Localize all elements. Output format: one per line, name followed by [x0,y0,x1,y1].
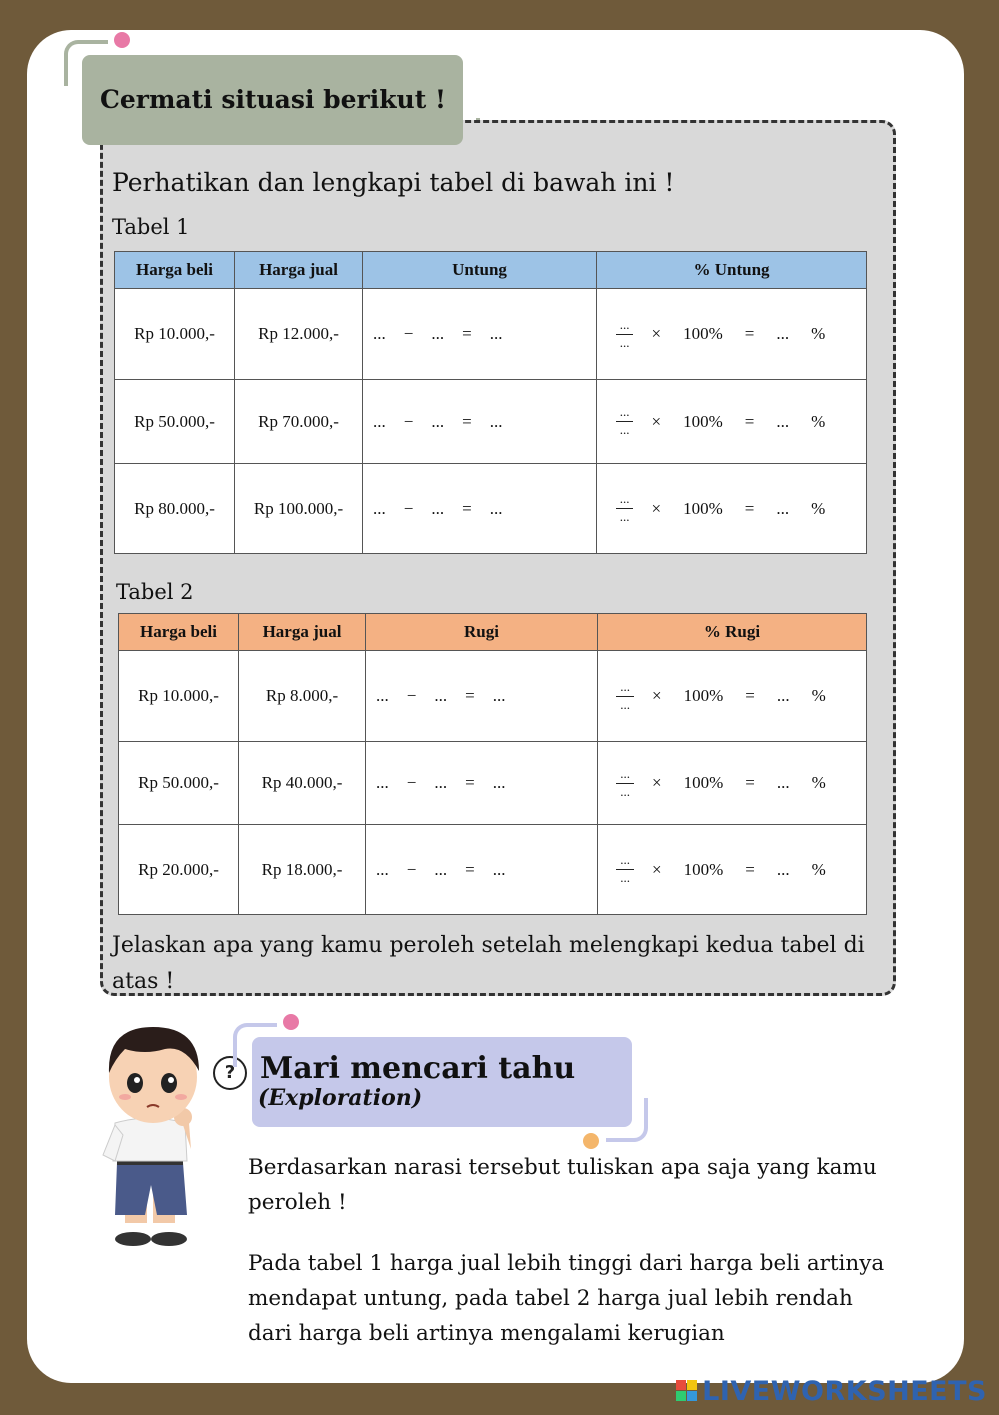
times-sign: × [651,686,662,705]
table-loss [118,613,867,915]
header-harga-jual: Harga jual [239,614,366,651]
untung-formula [363,289,597,380]
percent-sign: % [811,411,826,431]
exploration-title: Mari mencari tahu [260,1051,576,1086]
equals-sign: = [462,498,472,518]
blank[interactable]: ... [431,411,445,431]
cell-harga-jual: Rp 8.000,- [239,651,366,742]
table-row [119,825,867,915]
header-harga-beli: Harga beli [119,614,239,651]
fraction [616,853,634,886]
equals-sign: = [465,859,475,879]
equals-sign: = [744,498,755,518]
blank[interactable]: ... [434,686,448,705]
blank[interactable]: ... [434,773,448,792]
cell-harga-beli: Rp 20.000,- [119,825,239,915]
blank[interactable]: ... [373,324,386,343]
blank[interactable]: ... [376,859,389,879]
blank[interactable]: ... [376,686,389,705]
table-row [119,742,867,825]
table-row [115,380,867,464]
result-blank[interactable]: ... [776,324,790,343]
cell-harga-beli: Rp 50.000,- [115,380,235,464]
blank[interactable]: ... [492,773,506,792]
table-row [115,289,867,380]
equals-sign: = [465,686,475,705]
fraction [616,492,634,525]
percent-formula [597,464,867,554]
denominator-blank[interactable]: ... [619,509,630,524]
blank[interactable]: ... [373,498,386,518]
blank[interactable]: ... [492,686,506,705]
fraction [616,680,634,713]
percent-formula [598,742,867,825]
percent-sign: % [811,686,826,705]
watermark [676,1376,987,1407]
equals-sign: = [465,773,475,792]
explore-deco-dot-orange [583,1133,599,1149]
blank[interactable]: ... [431,498,445,518]
exploration-box [252,1037,632,1127]
equals-sign: = [744,324,755,343]
blank[interactable]: ... [489,324,503,343]
result-blank[interactable]: ... [776,686,790,705]
header-harga-beli: Harga beli [115,252,235,289]
equals-sign: = [462,324,472,343]
percent-formula [597,380,867,464]
blank[interactable]: ... [492,859,506,879]
rugi-formula [366,651,598,742]
cell-harga-jual: Rp 40.000,- [239,742,366,825]
minus-sign: − [403,324,414,343]
table1-label: Tabel 1 [112,215,190,239]
rugi-formula [366,825,598,915]
section-title-box [82,55,463,145]
times-sign: × [651,411,662,431]
denominator-blank[interactable]: ... [619,334,630,350]
section-title: Cermati situasi berikut ! [100,85,446,114]
header-persen-untung: % Untung [597,252,867,289]
hundred-percent: 100% [683,498,723,518]
table2-label: Tabel 2 [116,580,194,604]
numerator-blank[interactable]: ... [616,405,634,422]
cell-harga-jual: Rp 12.000,- [235,289,363,380]
percent-sign: % [811,498,826,518]
numerator-blank[interactable]: ... [616,853,634,870]
untung-formula [363,464,597,554]
equals-sign: = [745,859,755,879]
numerator-blank[interactable]: ... [616,318,634,335]
cell-harga-beli: Rp 10.000,- [119,651,239,742]
equals-sign: = [745,686,755,705]
minus-sign: − [403,411,414,431]
answer-text[interactable]: Pada tabel 1 harga jual lebih tinggi dari harga beli artinya mendapat untung, pada tabel 2 harga jual lebih rendah dari harga beli artinya mengalami kerugian [248,1251,885,1346]
header-untung: Untung [363,252,597,289]
times-sign: × [651,773,662,792]
times-sign: × [651,859,662,879]
percent-sign: % [811,324,826,343]
hundred-percent: 100% [683,411,723,431]
denominator-blank[interactable]: ... [620,783,630,799]
exploration-prompt: Berdasarkan narasi tersebut tuliskan apa saja yang kamu peroleh ! [248,1155,877,1215]
minus-sign: − [403,498,414,518]
table-profit [114,251,867,554]
equals-sign: = [745,773,755,792]
minus-sign: − [406,859,417,879]
numerator-blank[interactable]: ... [616,680,634,697]
header-harga-jual: Harga jual [235,252,363,289]
equals-sign: = [462,411,472,431]
exploration-subtitle: (Exploration) [258,1085,423,1111]
numerator-blank[interactable]: ... [616,492,634,509]
blank[interactable]: ... [373,411,386,431]
numerator-blank[interactable]: ... [616,767,634,784]
hundred-percent: 100% [683,773,724,792]
minus-sign: − [406,686,417,705]
hundred-percent: 100% [683,859,724,879]
blank[interactable]: ... [489,411,503,431]
percent-formula [598,651,867,742]
question-text: Jelaskan apa yang kamu peroleh setelah melengkapi kedua tabel di atas ! [112,933,865,994]
cell-harga-beli: Rp 50.000,- [119,742,239,825]
result-blank[interactable]: ... [776,411,790,431]
table-header-row [119,614,867,651]
denominator-blank[interactable]: ... [619,422,630,437]
cell-harga-beli: Rp 80.000,- [115,464,235,554]
cell-harga-jual: Rp 100.000,- [235,464,363,554]
hundred-percent: 100% [683,686,724,705]
table-row [115,464,867,554]
fraction [616,318,634,351]
header-rugi: Rugi [366,614,598,651]
fraction [616,767,634,800]
denominator-blank[interactable]: ... [620,870,630,885]
minus-sign: − [406,773,417,792]
result-blank[interactable]: ... [776,859,790,879]
percent-formula [597,289,867,380]
header-persen-rugi: % Rugi [598,614,867,651]
blank[interactable]: ... [489,498,503,518]
cell-harga-beli: Rp 10.000,- [115,289,235,380]
rugi-formula [366,742,598,825]
percent-sign: % [811,859,826,879]
explore-deco-dot-pink [283,1014,299,1030]
percent-formula [598,825,867,915]
table-header-row [115,252,867,289]
table-row [119,651,867,742]
cell-harga-jual: Rp 18.000,- [239,825,366,915]
title-deco-dot-pink [114,32,130,48]
untung-formula [363,380,597,464]
denominator-blank[interactable]: ... [620,696,630,712]
instruction-text: Perhatikan dan lengkapi tabel di bawah ini ! [112,168,675,197]
result-blank[interactable]: ... [776,773,790,792]
fraction [616,405,634,438]
blank[interactable]: ... [431,324,445,343]
liveworksheets-logo-icon [676,1380,698,1402]
times-sign: × [651,498,662,518]
watermark-text: LIVEWORKSHEETS [702,1376,987,1407]
blank[interactable]: ... [376,773,389,792]
equals-sign: = [744,411,755,431]
thinking-boy-illustration [95,1015,245,1250]
percent-sign: % [811,773,826,792]
result-blank[interactable]: ... [776,498,790,518]
times-sign: × [651,324,662,343]
blank[interactable]: ... [434,859,448,879]
hundred-percent: 100% [683,324,723,343]
question-bubble-icon: ? [213,1056,247,1090]
cell-harga-jual: Rp 70.000,- [235,380,363,464]
